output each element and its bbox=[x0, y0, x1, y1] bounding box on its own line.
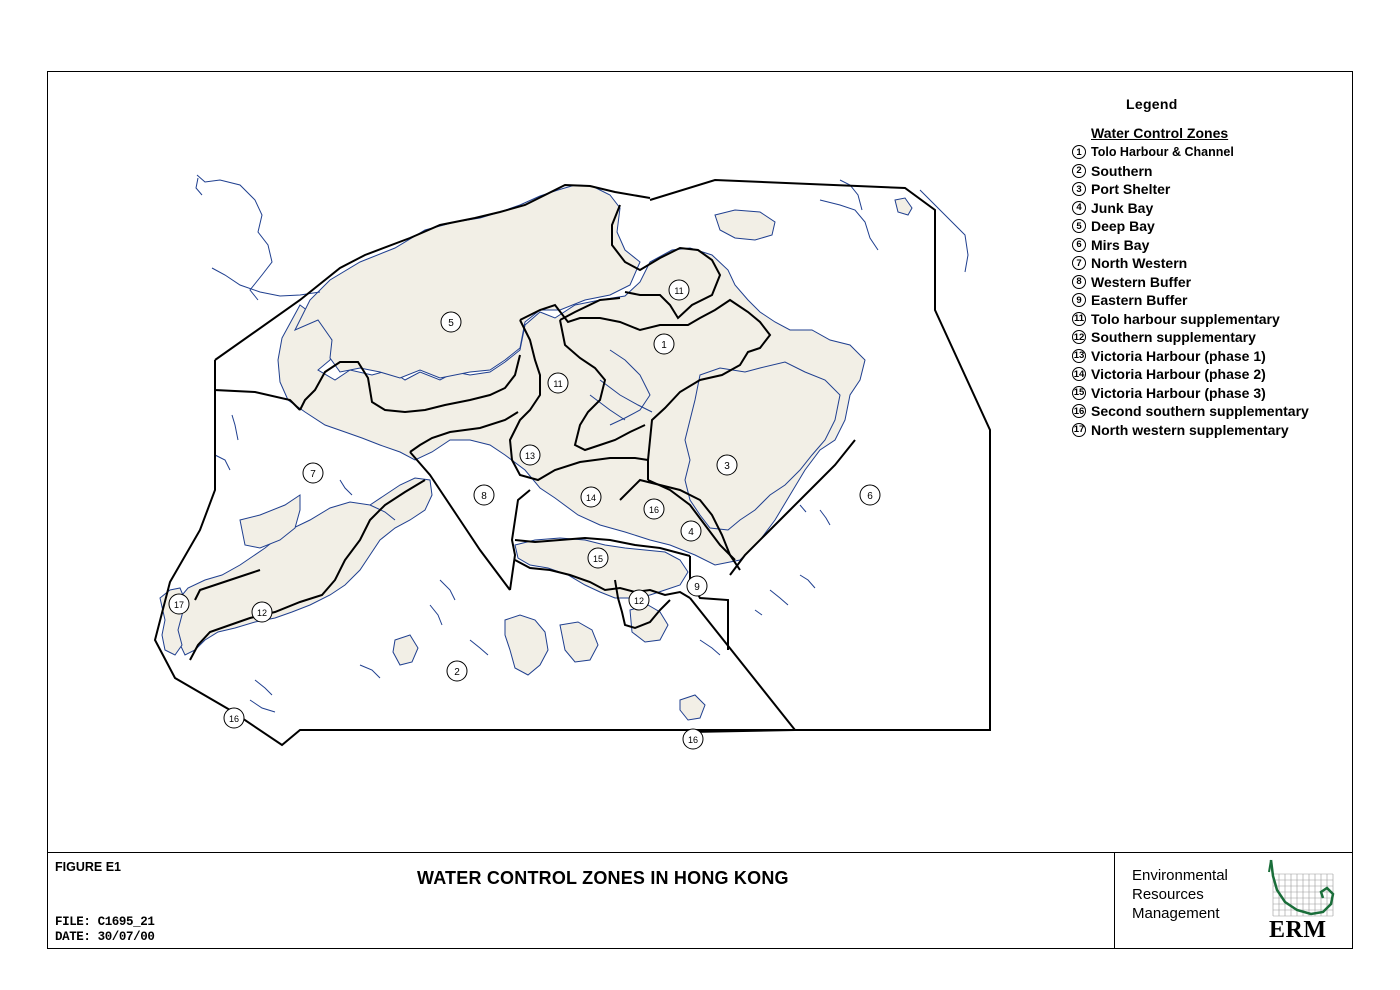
legend-item-label: Victoria Harbour (phase 2) bbox=[1091, 366, 1266, 383]
land-po-toi bbox=[680, 695, 705, 720]
zone-number-16-east: 16 bbox=[648, 505, 660, 515]
legend-list bbox=[1072, 143, 1309, 439]
zone-label-9 bbox=[687, 576, 707, 596]
legend-item-label: North Western bbox=[1091, 255, 1188, 272]
legend-item-label: Southern bbox=[1091, 162, 1153, 179]
legend-item-11 bbox=[1072, 310, 1309, 329]
legend-number-badge: 16 bbox=[1073, 405, 1085, 417]
erm-logo-text: ERM bbox=[1269, 917, 1327, 943]
zone-label-2 bbox=[447, 661, 467, 681]
zone-number-16-south: 16 bbox=[687, 735, 699, 745]
legend-number-badge: 6 bbox=[1072, 238, 1086, 252]
zone-number-6: 6 bbox=[867, 491, 873, 502]
legend-title: Legend bbox=[1126, 96, 1178, 112]
boundary-southern bbox=[690, 598, 795, 730]
legend-item-label: North western supplementary bbox=[1091, 421, 1289, 438]
land-ne-islands-2 bbox=[715, 210, 775, 240]
legend-number-badge: 2 bbox=[1072, 164, 1086, 178]
legend-number-badge: 13 bbox=[1073, 350, 1085, 361]
legend-number-badge: 15 bbox=[1073, 387, 1085, 398]
legend-item-label: Western Buffer bbox=[1091, 273, 1192, 290]
land-lamma-east bbox=[560, 622, 598, 662]
company-line-2: Resources bbox=[1132, 886, 1204, 903]
zone-label-5 bbox=[441, 312, 461, 332]
legend-item-label: Deep Bay bbox=[1091, 218, 1155, 235]
legend-item-5 bbox=[1072, 217, 1309, 236]
zone-label-12-east bbox=[629, 590, 649, 610]
zone-number-17: 17 bbox=[173, 600, 185, 610]
legend-item-label: Port Shelter bbox=[1091, 181, 1171, 198]
zone-number-14: 14 bbox=[585, 493, 597, 503]
zone-number-11-north: 11 bbox=[674, 286, 684, 296]
zone-label-6 bbox=[860, 485, 880, 505]
legend-number-badge: 7 bbox=[1072, 256, 1086, 270]
legend-number-badge: 17 bbox=[1073, 424, 1085, 435]
zone-label-8 bbox=[474, 485, 494, 505]
zone-number-12-east: 12 bbox=[633, 596, 645, 606]
zone-number-9: 9 bbox=[694, 582, 700, 593]
figure-label: FIGURE E1 bbox=[55, 860, 121, 874]
legend-item-14 bbox=[1072, 365, 1309, 384]
legend-number-badge: 5 bbox=[1072, 219, 1086, 233]
legend-item-2 bbox=[1072, 162, 1309, 181]
legend-item-6 bbox=[1072, 236, 1309, 255]
legend-item-label: Second southern supplementary bbox=[1091, 403, 1309, 420]
file-info bbox=[55, 915, 154, 945]
legend-subtitle: Water Control Zones bbox=[1091, 125, 1229, 141]
title-block bbox=[47, 852, 1353, 949]
legend-item-label: Southern supplementary bbox=[1091, 329, 1256, 346]
legend-number-badge: 1 bbox=[1072, 145, 1086, 159]
zone-label-17 bbox=[169, 594, 189, 614]
company-line-1: Environmental bbox=[1132, 867, 1228, 884]
zone-label-15 bbox=[588, 548, 608, 568]
zone-number-13: 13 bbox=[524, 451, 536, 461]
zone-label-7 bbox=[303, 463, 323, 483]
legend-item-label: Tolo Harbour & Channel bbox=[1091, 145, 1234, 160]
zone-label-12-west bbox=[252, 602, 272, 622]
land-ne-island bbox=[895, 198, 912, 215]
land-lantau bbox=[175, 478, 432, 655]
zone-number-4: 4 bbox=[688, 527, 694, 538]
legend-item-label: Eastern Buffer bbox=[1091, 292, 1188, 309]
legend-item-12 bbox=[1072, 328, 1309, 347]
legend-item-label: Mirs Bay bbox=[1091, 236, 1150, 253]
zone-label-4 bbox=[681, 521, 701, 541]
zone-label-3 bbox=[717, 455, 737, 475]
legend-item-3 bbox=[1072, 180, 1309, 199]
legend-item-label: Victoria Harbour (phase 3) bbox=[1091, 384, 1266, 401]
boundary-east-buffer bbox=[690, 556, 728, 650]
boundary-western-buffer bbox=[410, 452, 510, 590]
legend-number-badge: 12 bbox=[1073, 331, 1085, 343]
legend-number-badge: 11 bbox=[1073, 313, 1085, 324]
file-date: DATE: 30/07/00 bbox=[55, 930, 155, 944]
legend-item-label: Junk Bay bbox=[1091, 199, 1154, 216]
zone-label-16-south bbox=[683, 729, 703, 749]
zone-number-8: 8 bbox=[481, 491, 487, 502]
zone-number-12-west: 12 bbox=[256, 608, 268, 618]
title-block-divider bbox=[1114, 853, 1115, 949]
company-name bbox=[1132, 866, 1228, 923]
zone-label-11-north bbox=[669, 280, 689, 300]
land-cheung-chau bbox=[393, 635, 418, 665]
legend-item-4 bbox=[1072, 199, 1309, 218]
zone-number-3: 3 bbox=[724, 461, 730, 472]
file-name: FILE: C1695_21 bbox=[55, 915, 155, 929]
legend-item-label: Victoria Harbour (phase 1) bbox=[1091, 347, 1266, 364]
legend-item-9 bbox=[1072, 291, 1309, 310]
figure-title: WATER CONTROL ZONES IN HONG KONG bbox=[417, 868, 789, 888]
zone-label-14 bbox=[581, 487, 601, 507]
land-south-island bbox=[630, 605, 668, 642]
zone-number-15: 15 bbox=[592, 554, 604, 564]
zone-number-16-west: 16 bbox=[228, 714, 240, 724]
land-lamma bbox=[505, 615, 548, 675]
legend-item-16 bbox=[1072, 402, 1309, 421]
zone-number-7: 7 bbox=[310, 469, 316, 480]
legend-item-1 bbox=[1072, 143, 1309, 162]
legend-item-8 bbox=[1072, 273, 1309, 292]
legend-item-17 bbox=[1072, 421, 1309, 440]
zone-number-1: 1 bbox=[661, 340, 667, 351]
zone-label-13 bbox=[520, 445, 540, 465]
legend-item-label: Tolo harbour supplementary bbox=[1091, 310, 1280, 327]
legend-number-badge: 4 bbox=[1072, 201, 1086, 215]
zone-number-11-south: 11 bbox=[553, 379, 563, 389]
legend-number-badge: 8 bbox=[1072, 275, 1086, 289]
zone-number-5: 5 bbox=[448, 318, 454, 329]
legend-item-13 bbox=[1072, 347, 1309, 366]
company-line-3: Management bbox=[1132, 905, 1220, 922]
zone-label-16-west bbox=[224, 708, 244, 728]
zone-label-16-east bbox=[644, 499, 664, 519]
legend-item-7 bbox=[1072, 254, 1309, 273]
zone-label-11-south bbox=[548, 373, 568, 393]
legend-item-15 bbox=[1072, 384, 1309, 403]
zone-label-1 bbox=[654, 334, 674, 354]
legend-number-badge: 9 bbox=[1072, 293, 1086, 307]
legend-number-badge: 14 bbox=[1073, 368, 1085, 380]
zone-number-2: 2 bbox=[454, 667, 460, 678]
legend-number-badge: 3 bbox=[1072, 182, 1086, 196]
